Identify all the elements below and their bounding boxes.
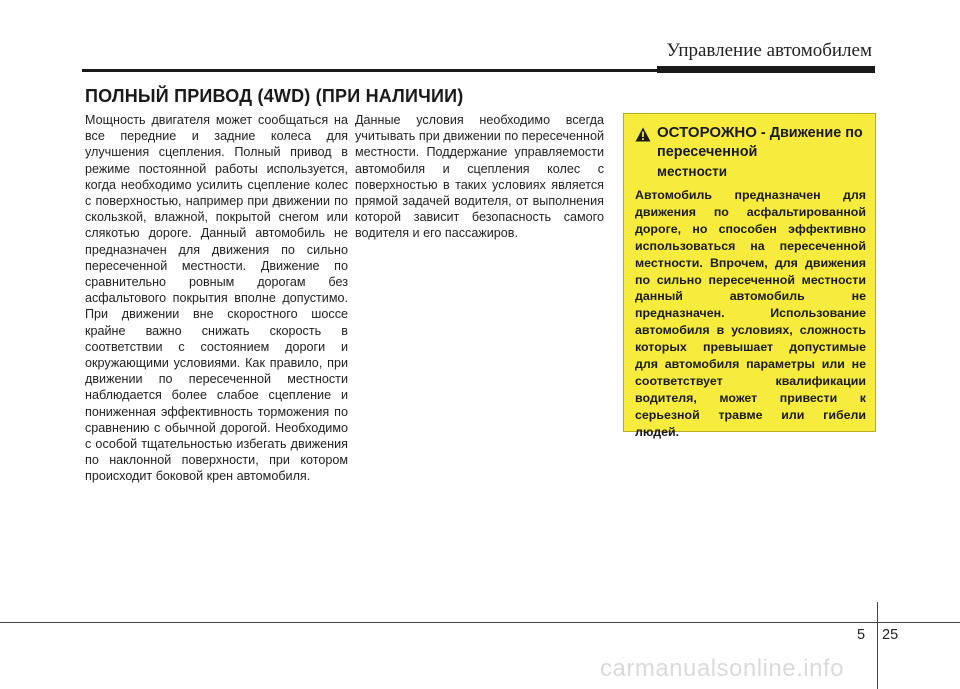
page-header-title: Управление автомобилем bbox=[666, 40, 872, 61]
footer-rule bbox=[0, 622, 877, 623]
warning-body: Автомобиль предназначен для движения по асфальтированной дороге, но способен эффективно использоваться на пересеченной местности. Впрочем, для движения по сильно пересеченной местности данный автомобиль не предназначен. Использование автомобиля в условиях, сложность которых превышает допустимые для автомобиля параметры или не соответствует квалификации водителя, может привести к серьезной травме или гибели людей. bbox=[635, 188, 866, 439]
header-rule-thick bbox=[657, 66, 875, 73]
warning-title-main: ОСТОРОЖНО bbox=[657, 124, 757, 141]
header-rule bbox=[82, 69, 657, 72]
watermark: carmanualsonline.info bbox=[600, 655, 844, 682]
text-column-1 bbox=[85, 112, 348, 485]
section-heading: ПОЛНЫЙ ПРИВОД (4WD) (ПРИ НАЛИЧИИ) bbox=[85, 86, 464, 106]
column-2-paragraph: Данные условия необходимо всегда учитывать при движении по пересеченной местности. Поддержание управляемости автомобиля и сцепления колес с поверхностью в таких условиях является прямой задачей водителя, от выполнения которой зависит безопасность самого водителя и его пассажиров. bbox=[355, 113, 604, 241]
text-column-2 bbox=[355, 112, 604, 242]
footer-divider bbox=[877, 602, 878, 689]
column-1-paragraph: Мощность двигателя может сообщаться на все передние и задние колеса для улучшения сцепления. Полный привод в режиме постоянной работы используется, когда необходимо усилить сцепление колес с поверхностью, например при движении по скользкой, влажной, покрытой снегом или слякотью дороге. Данный автомобиль не предназначен для движения по сильно пересеченной местности. Движение по сравнительно ровным дорогам без асфальтового покрытия вполне допустимо. При движении вне скоростного шоссе крайне важно снижать скорость в соответствии с состоянием дороги и окружающими условиями. Как правило, при движении по пересеченной местности наблюдается более слабое сцепление и пониженная эффективность торможения по сравнению с обычной дорогой. Необходимо с особой тщательностью избегать движения по наклонной поверхности, при котором происходит боковой крен автомобиля. bbox=[85, 113, 348, 484]
warning-header bbox=[635, 123, 866, 162]
warning-subtitle: местности bbox=[657, 164, 728, 179]
warning-triangle-icon bbox=[635, 127, 651, 142]
chapter-number: 5 bbox=[857, 627, 866, 643]
warning-title bbox=[657, 123, 866, 162]
page-number: 25 bbox=[882, 627, 899, 643]
footer-rule-right bbox=[877, 622, 960, 623]
warning-title-rest: - Движение по пересеченной bbox=[657, 125, 863, 160]
warning-box bbox=[623, 113, 876, 439]
